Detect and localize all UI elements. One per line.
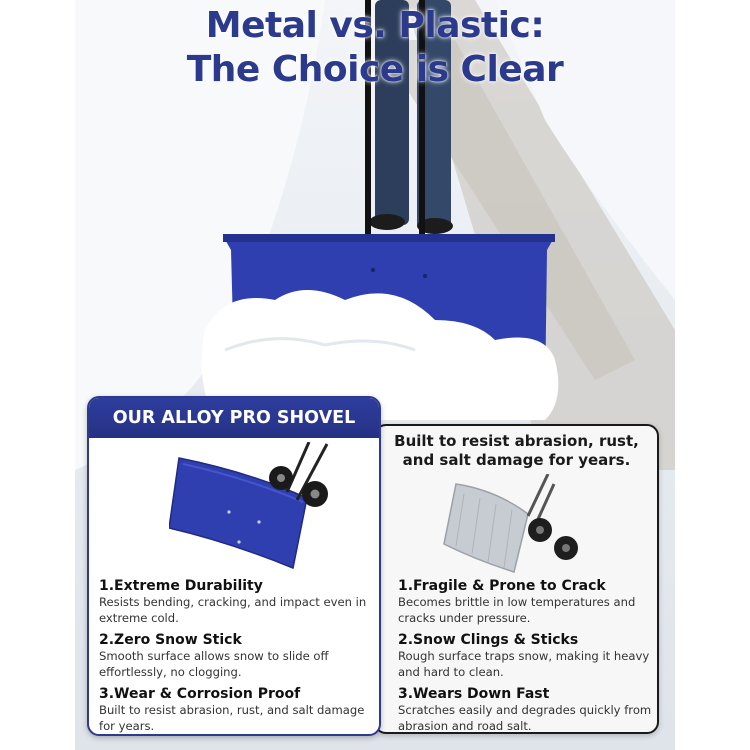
alloy-feature-list xyxy=(99,578,371,736)
plastic-feature-3-desc: Scratches easily and degrades quickly from abrasion and road salt. xyxy=(398,703,652,733)
plastic-feature-1-desc: Becomes brittle in low temperatures and cracks under pressure. xyxy=(398,595,636,625)
plastic-feature-2-title: 2.Snow Clings & Sticks xyxy=(398,632,579,648)
alloy-panel-header: OUR ALLOY PRO SHOVEL xyxy=(89,398,379,438)
plastic-feature-3-title: 3.Wears Down Fast xyxy=(398,686,550,702)
alloy-feature-3-desc: Built to resist abrasion, rust, and salt damage for years. xyxy=(99,703,365,733)
alloy-feature-1-desc: Resists bending, cracking, and impact even in extreme cold. xyxy=(99,595,367,625)
plastic-intro-line-1: Built to resist abrasion, rust, xyxy=(394,432,639,450)
alloy-shovel-panel xyxy=(87,396,381,736)
alloy-feature-2 xyxy=(99,632,371,680)
alloy-feature-3 xyxy=(99,686,371,734)
plastic-panel-intro xyxy=(376,432,657,470)
alloy-feature-2-desc: Smooth surface allows snow to slide off effortlessly, no clogging. xyxy=(99,649,329,679)
plastic-feature-1-title: 1.Fragile & Prone to Crack xyxy=(398,578,606,594)
alloy-feature-1-title: 1.Extreme Durability xyxy=(99,578,263,594)
plastic-feature-2 xyxy=(398,632,656,680)
plastic-intro-line-2: and salt damage for years. xyxy=(402,451,631,469)
plastic-feature-list xyxy=(398,578,656,734)
headline xyxy=(75,4,675,92)
alloy-feature-3-title: 3.Wear & Corrosion Proof xyxy=(99,686,301,702)
alloy-feature-2-title: 2.Zero Snow Stick xyxy=(99,632,242,648)
alloy-shovel-image xyxy=(169,442,339,572)
plastic-shovel-panel xyxy=(374,424,659,734)
plastic-shovel-image xyxy=(436,474,596,574)
plastic-feature-1 xyxy=(398,578,656,626)
alloy-feature-1 xyxy=(99,578,371,626)
plastic-feature-2-desc: Rough surface traps snow, making it heavy and hard to clean. xyxy=(398,649,650,679)
headline-line-1: Metal vs. Plastic: xyxy=(205,5,545,46)
plastic-feature-3 xyxy=(398,686,656,734)
headline-line-2: The Choice is Clear xyxy=(186,49,564,90)
